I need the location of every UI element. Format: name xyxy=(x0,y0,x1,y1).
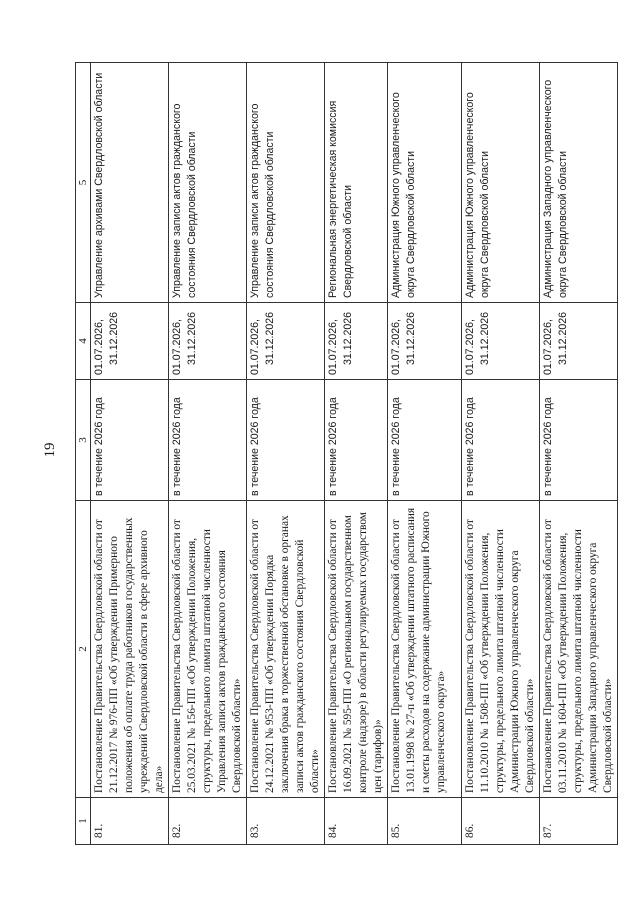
row-number: 84. xyxy=(325,798,388,845)
table-row xyxy=(388,63,462,845)
legal-act: Постановление Правительства Свердловской области от 13.01.1998 № 27-п «Об утверждении штатного расписания и сметы расходов на содержание администрации Южного управленческого округа» xyxy=(388,501,462,798)
table-row xyxy=(91,63,169,845)
acts-table xyxy=(75,62,618,845)
date-end: 31.12.2026 xyxy=(264,311,276,365)
responsible-org: Региональная энергетическая комиссия Свердловской области xyxy=(325,63,388,303)
date-start: 01.07.2026, xyxy=(171,319,183,375)
responsible-org: Управление записи актов гражданского состояния Свердловской области xyxy=(169,63,247,303)
period: в течение 2026 года xyxy=(388,380,462,501)
dates xyxy=(325,303,388,380)
date-start: 01.07.2026, xyxy=(93,319,105,375)
date-end: 31.12.2026 xyxy=(342,311,354,365)
row-number: 86. xyxy=(462,798,540,845)
period: в течение 2026 года xyxy=(91,380,169,501)
dates xyxy=(388,303,462,380)
table-row xyxy=(325,63,388,845)
period: в течение 2026 года xyxy=(462,380,540,501)
header-col-2: 2 xyxy=(76,501,91,798)
dates xyxy=(540,303,618,380)
legal-act: Постановление Правительства Свердловской области от 21.12.2017 № 976-ПП «Об утверждении Примерного положения об оплате труда работников государственных учреждений Свердловской области в сфере архивного дела» xyxy=(91,501,169,798)
row-number: 87. xyxy=(540,798,618,845)
header-col-1: 1 xyxy=(76,798,91,845)
header-col-4: 4 xyxy=(76,303,91,380)
legal-act: Постановление Правительства Свердловской области от 24.12.2021 № 953-ПП «Об утверждении Порядка заключения брака в торжественной обстановке в органах записи актов гражданского состояния Свердловской области» xyxy=(247,501,325,798)
date-start: 01.07.2026, xyxy=(464,319,476,375)
date-end: 31.12.2026 xyxy=(405,311,417,365)
row-number: 82. xyxy=(169,798,247,845)
dates xyxy=(169,303,247,380)
responsible-org: Администрация Южного управленческого округа Свердловской области xyxy=(462,63,540,303)
legal-act: Постановление Правительства Свердловской области от 25.03.2021 № 156-ПП «Об утверждении Положения, структуры, предельного лимита штатной численности Управления записи актов гражданского состояния Свердловской области» xyxy=(169,501,247,798)
responsible-org: Администрация Западного управленческого округа Свердловской области xyxy=(540,63,618,303)
dates xyxy=(462,303,540,380)
date-start: 01.07.2026, xyxy=(327,319,339,375)
dates xyxy=(91,303,169,380)
page-number: 19 xyxy=(42,442,58,458)
date-start: 01.07.2026, xyxy=(249,319,261,375)
period: в течение 2026 года xyxy=(540,380,618,501)
date-start: 01.07.2026, xyxy=(542,319,554,375)
date-end: 31.12.2026 xyxy=(479,311,491,365)
responsible-org: Управление записи актов гражданского состояния Свердловской области xyxy=(247,63,325,303)
table-row xyxy=(540,63,618,845)
legal-act: Постановление Правительства Свердловской области от 03.11.2010 № 1604-ПП «Об утверждении Положения, структуры, предельного лимита штатной численности Администрации Западного управленческого округа Свердловской области» xyxy=(540,501,618,798)
header-col-3: 3 xyxy=(76,380,91,501)
date-end: 31.12.2026 xyxy=(557,311,569,365)
table-row xyxy=(462,63,540,845)
legal-act: Постановление Правительства Свердловской области от 16.09.2021 № 595-ПП «О региональном государственном контроле (надзоре) в области регулируемых государством цен (тарифов)» xyxy=(325,501,388,798)
dates xyxy=(247,303,325,380)
date-end: 31.12.2026 xyxy=(186,311,198,365)
responsible-org: Управление архивами Свердловской области xyxy=(91,63,169,303)
date-end: 31.12.2026 xyxy=(108,311,120,365)
table-header-row xyxy=(76,63,91,845)
period: в течение 2026 года xyxy=(325,380,388,501)
row-number: 85. xyxy=(388,798,462,845)
row-number: 81. xyxy=(91,798,169,845)
rotated-table-container xyxy=(75,63,614,845)
legal-act: Постановление Правительства Свердловской области от 11.10.2010 № 1508-ПП «Об утверждении Положения, структуры, предельного лимита штатной численности Администрации Южного управленческого округа Свердловской области» xyxy=(462,501,540,798)
table-row xyxy=(169,63,247,845)
header-col-5: 5 xyxy=(76,63,91,303)
table-row xyxy=(247,63,325,845)
period: в течение 2026 года xyxy=(169,380,247,501)
date-start: 01.07.2026, xyxy=(390,319,402,375)
period: в течение 2026 года xyxy=(247,380,325,501)
row-number: 83. xyxy=(247,798,325,845)
responsible-org: Администрация Южного управленческого округа Свердловской области xyxy=(388,63,462,303)
